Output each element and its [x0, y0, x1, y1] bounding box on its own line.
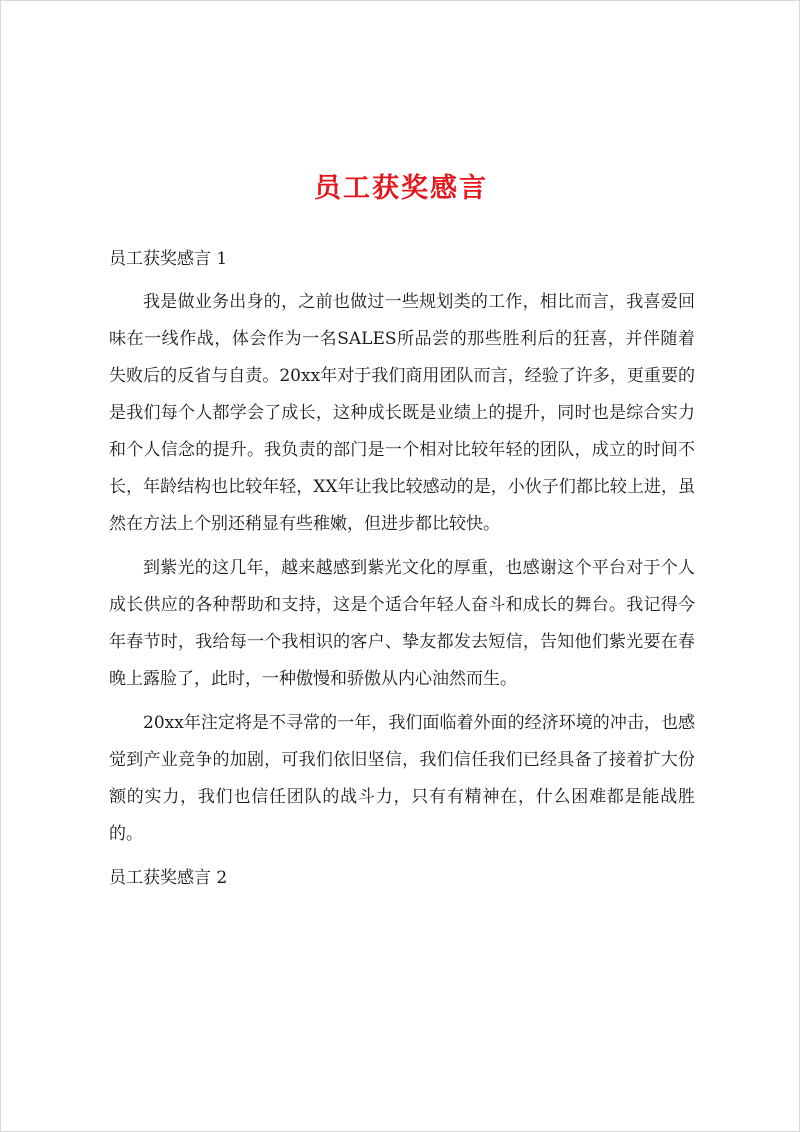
document-body: [109, 241, 695, 903]
section-heading-1: 员工获奖感言 1: [109, 249, 228, 269]
paragraph-1: 我是做业务出身的，之前也做过一些规划类的工作，相比而言，我喜爱回味在一线作战，体会作为一名SALES所品尝的那些胜利后的狂喜，并伴随着失败后的反省与自责。20xx年对于我们商用团队而言，经验了许多，更重要的是我们每个人都学会了成长，这种成长既是业绩上的提升，同时也是综合实力和个人信念的提升。我负责的部门是一个相对比较年轻的团队，成立的时间不长，年龄结构也比较年轻，XX年让我比较感动的是，小伙子们都比较上进，虽然在方法上个别还稍显有些稚嫩，但进步都比较快。: [109, 292, 695, 534]
section-heading-2: 员工获奖感言 2: [109, 868, 228, 888]
document-title: 员工获奖感言: [314, 173, 488, 204]
paragraph-2: 到紫光的这几年，越来越感到紫光文化的厚重，也感谢这个平台对于个人成长供应的各种帮助和支持，这是个适合年轻人奋斗和成长的舞台。我记得今年春节时，我给每一个我相识的客户、挚友都发去短信，告知他们紫光要在春晚上露脸了，此时，一种傲慢和骄傲从内心油然而生。: [109, 558, 695, 689]
paragraph-3: 20xx年注定将是不寻常的一年，我们面临着外面的经济环境的冲击，也感觉到产业竞争的加剧，可我们依旧坚信，我们信任我们已经具备了接着扩大份额的实力，我们也信任团队的战斗力，只有有精神在，什么困难都是能战胜的。: [109, 713, 695, 844]
